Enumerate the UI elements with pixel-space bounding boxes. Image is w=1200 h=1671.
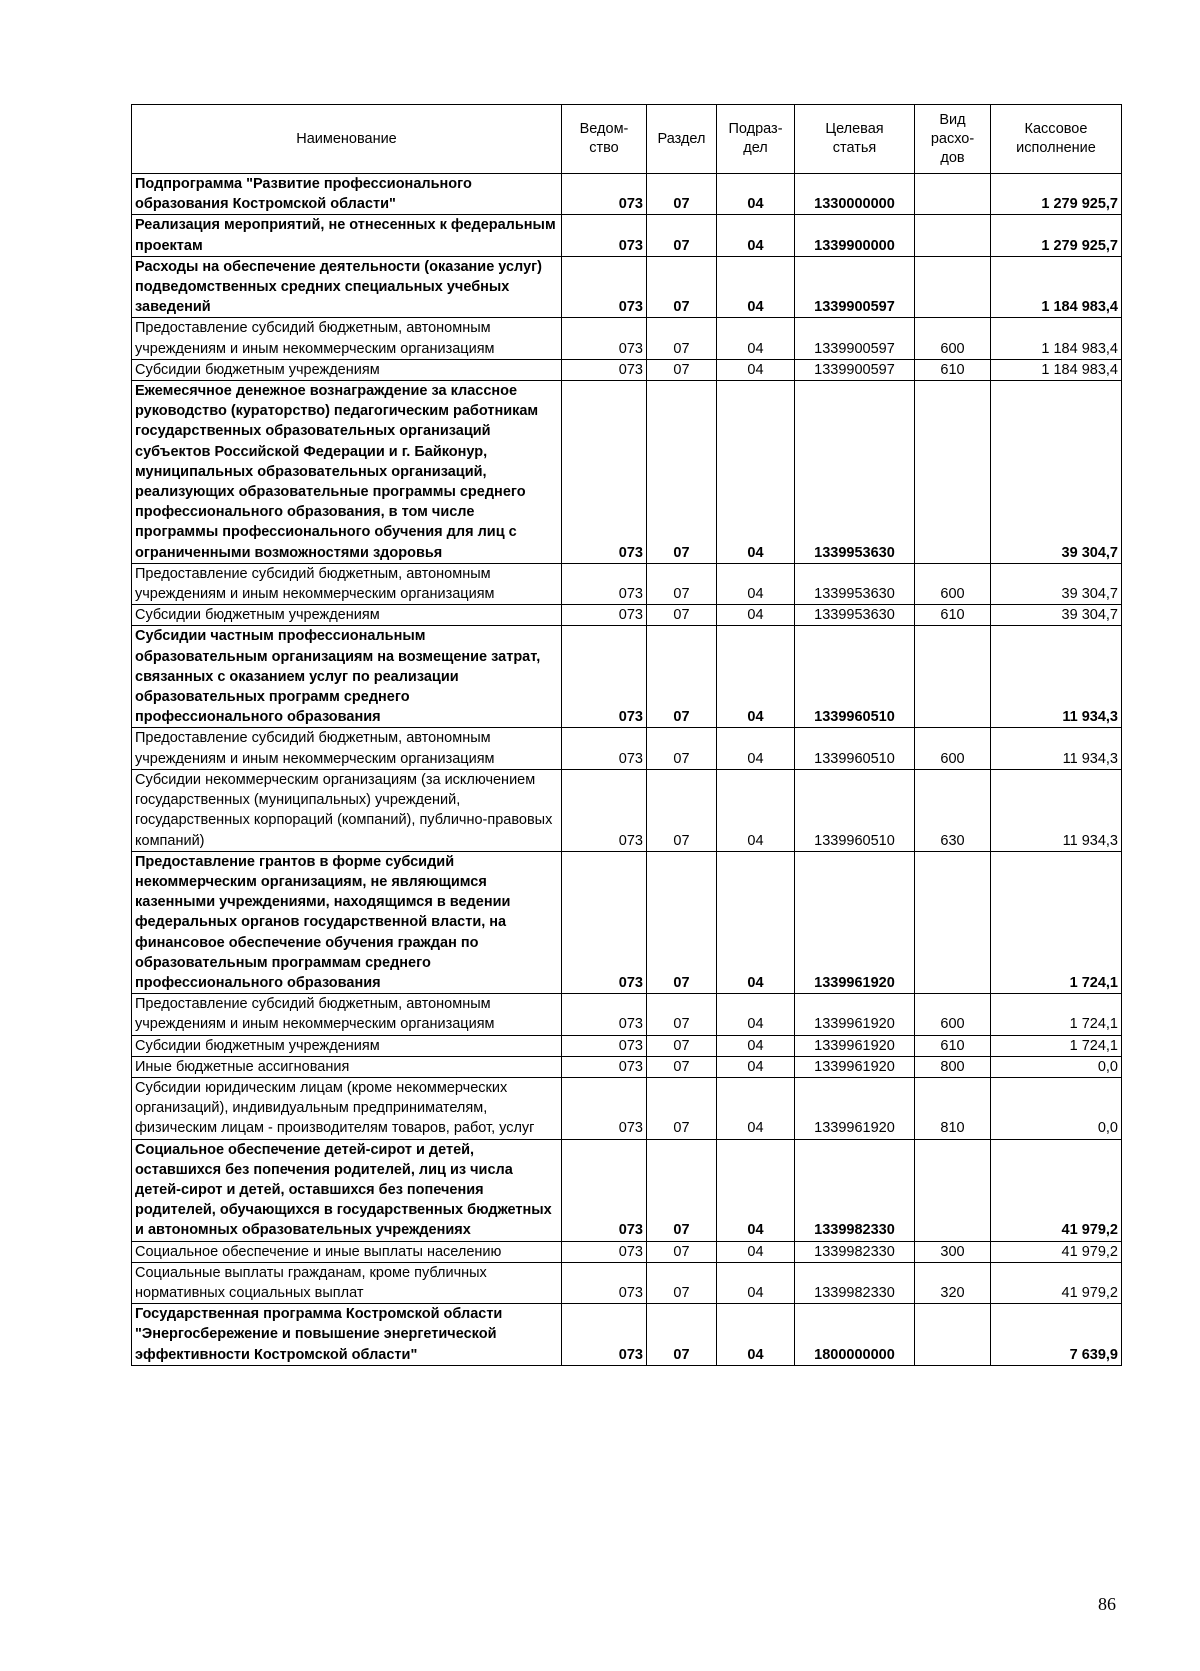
cell-target: 1339961920 bbox=[795, 994, 915, 1035]
table-row bbox=[132, 1056, 1122, 1077]
cell-dept: 073 bbox=[562, 215, 647, 256]
cell-amount: 0,0 bbox=[991, 1056, 1122, 1077]
table-header-row bbox=[132, 105, 1122, 174]
table-row bbox=[132, 769, 1122, 851]
cell-expense-type bbox=[915, 851, 991, 993]
cell-target: 1339953630 bbox=[795, 381, 915, 564]
cell-section: 07 bbox=[647, 994, 717, 1035]
cell-expense-type: 800 bbox=[915, 1056, 991, 1077]
cell-name: Социальные выплаты гражданам, кроме публичных нормативных социальных выплат bbox=[132, 1262, 562, 1303]
cell-target: 1339961920 bbox=[795, 1077, 915, 1139]
table-row bbox=[132, 1139, 1122, 1241]
table-row bbox=[132, 626, 1122, 728]
budget-execution-table bbox=[131, 104, 1122, 1366]
cell-dept: 073 bbox=[562, 174, 647, 215]
cell-subsection: 04 bbox=[717, 605, 795, 626]
header-amount: Кассовое исполнение bbox=[991, 105, 1122, 174]
cell-amount: 41 979,2 bbox=[991, 1241, 1122, 1262]
cell-name: Ежемесячное денежное вознаграждение за классное руководство (кураторство) педагогическим работникам государственных образовательных организаций субъектов Российской Федерации и г. Байконур, муниципальных образовательных организаций, реализующих образовательные программы среднего профессионального образования, в том числе программы профессионального обучения для лиц с ограниченными возможностями здоровья bbox=[132, 381, 562, 564]
table-row bbox=[132, 851, 1122, 993]
cell-dept: 073 bbox=[562, 381, 647, 564]
cell-dept: 073 bbox=[562, 605, 647, 626]
cell-expense-type: 610 bbox=[915, 1035, 991, 1056]
cell-target: 1339960510 bbox=[795, 769, 915, 851]
table-row bbox=[132, 174, 1122, 215]
cell-target: 1339900597 bbox=[795, 256, 915, 318]
cell-expense-type bbox=[915, 1139, 991, 1241]
cell-dept: 073 bbox=[562, 1056, 647, 1077]
cell-amount: 41 979,2 bbox=[991, 1139, 1122, 1241]
cell-section: 07 bbox=[647, 1035, 717, 1056]
cell-expense-type: 600 bbox=[915, 318, 991, 359]
cell-section: 07 bbox=[647, 1077, 717, 1139]
cell-section: 07 bbox=[647, 728, 717, 769]
table-row bbox=[132, 1035, 1122, 1056]
cell-expense-type: 630 bbox=[915, 769, 991, 851]
cell-expense-type: 600 bbox=[915, 728, 991, 769]
cell-expense-type: 610 bbox=[915, 359, 991, 380]
cell-target: 1339960510 bbox=[795, 626, 915, 728]
table-row bbox=[132, 381, 1122, 564]
cell-dept: 073 bbox=[562, 1241, 647, 1262]
table-row bbox=[132, 1304, 1122, 1366]
cell-amount: 1 724,1 bbox=[991, 851, 1122, 993]
table-body bbox=[132, 174, 1122, 1366]
table-row bbox=[132, 359, 1122, 380]
table-row bbox=[132, 563, 1122, 604]
cell-section: 07 bbox=[647, 605, 717, 626]
cell-name: Предоставление субсидий бюджетным, автономным учреждениям и иным некоммерческим организациям bbox=[132, 318, 562, 359]
table-row bbox=[132, 318, 1122, 359]
cell-expense-type: 300 bbox=[915, 1241, 991, 1262]
cell-name: Расходы на обеспечение деятельности (оказание услуг) подведомственных средних специальных учебных заведений bbox=[132, 256, 562, 318]
header-dept: Ведом- ство bbox=[562, 105, 647, 174]
cell-amount: 7 639,9 bbox=[991, 1304, 1122, 1366]
cell-section: 07 bbox=[647, 851, 717, 993]
table-row bbox=[132, 215, 1122, 256]
table-row bbox=[132, 994, 1122, 1035]
table-row bbox=[132, 605, 1122, 626]
cell-name: Реализация мероприятий, не отнесенных к федеральным проектам bbox=[132, 215, 562, 256]
table-row bbox=[132, 728, 1122, 769]
cell-section: 07 bbox=[647, 1139, 717, 1241]
cell-expense-type bbox=[915, 626, 991, 728]
cell-dept: 073 bbox=[562, 1139, 647, 1241]
cell-expense-type: 320 bbox=[915, 1262, 991, 1303]
cell-dept: 073 bbox=[562, 563, 647, 604]
cell-section: 07 bbox=[647, 381, 717, 564]
cell-target: 1339900597 bbox=[795, 359, 915, 380]
cell-amount: 11 934,3 bbox=[991, 769, 1122, 851]
cell-name: Субсидии юридическим лицам (кроме некоммерческих организаций), индивидуальным предпринимателям, физическим лицам - производителям товаров, работ, услуг bbox=[132, 1077, 562, 1139]
cell-dept: 073 bbox=[562, 851, 647, 993]
cell-subsection: 04 bbox=[717, 1241, 795, 1262]
cell-name: Предоставление субсидий бюджетным, автономным учреждениям и иным некоммерческим организациям bbox=[132, 563, 562, 604]
cell-target: 1339961920 bbox=[795, 1035, 915, 1056]
cell-subsection: 04 bbox=[717, 359, 795, 380]
cell-dept: 073 bbox=[562, 769, 647, 851]
cell-dept: 073 bbox=[562, 1262, 647, 1303]
cell-subsection: 04 bbox=[717, 215, 795, 256]
cell-name: Иные бюджетные ассигнования bbox=[132, 1056, 562, 1077]
cell-amount: 1 724,1 bbox=[991, 1035, 1122, 1056]
cell-target: 1339961920 bbox=[795, 851, 915, 993]
cell-dept: 073 bbox=[562, 626, 647, 728]
cell-amount: 1 184 983,4 bbox=[991, 359, 1122, 380]
table-row bbox=[132, 256, 1122, 318]
cell-expense-type: 600 bbox=[915, 563, 991, 604]
cell-subsection: 04 bbox=[717, 563, 795, 604]
cell-amount: 39 304,7 bbox=[991, 605, 1122, 626]
cell-name: Социальное обеспечение детей-сирот и детей, оставшихся без попечения родителей, лиц из числа детей-сирот и детей, оставшихся без попечения родителей, обучающихся в государственных бюджетных и автономных образовательных учреждениях bbox=[132, 1139, 562, 1241]
header-name: Наименование bbox=[132, 105, 562, 174]
cell-amount: 39 304,7 bbox=[991, 381, 1122, 564]
cell-expense-type: 810 bbox=[915, 1077, 991, 1139]
cell-section: 07 bbox=[647, 174, 717, 215]
cell-target: 1800000000 bbox=[795, 1304, 915, 1366]
header-subsection: Подраз- дел bbox=[717, 105, 795, 174]
cell-target: 1339900000 bbox=[795, 215, 915, 256]
cell-name: Субсидии бюджетным учреждениям bbox=[132, 359, 562, 380]
cell-expense-type bbox=[915, 1304, 991, 1366]
cell-name: Социальное обеспечение и иные выплаты населению bbox=[132, 1241, 562, 1262]
cell-expense-type bbox=[915, 215, 991, 256]
cell-expense-type bbox=[915, 381, 991, 564]
cell-dept: 073 bbox=[562, 1077, 647, 1139]
cell-dept: 073 bbox=[562, 1035, 647, 1056]
cell-subsection: 04 bbox=[717, 626, 795, 728]
cell-target: 1339961920 bbox=[795, 1056, 915, 1077]
cell-subsection: 04 bbox=[717, 1139, 795, 1241]
header-target: Целевая статья bbox=[795, 105, 915, 174]
cell-name: Предоставление субсидий бюджетным, автономным учреждениям и иным некоммерческим организациям bbox=[132, 994, 562, 1035]
cell-expense-type bbox=[915, 256, 991, 318]
cell-name: Предоставление грантов в форме субсидий некоммерческим организациям, не являющимся казенными учреждениями, находящимся в ведении федеральных органов государственной власти, на финансовое обеспечение обучения граждан по образовательным программам среднего профессионального образования bbox=[132, 851, 562, 993]
cell-section: 07 bbox=[647, 1262, 717, 1303]
cell-amount: 1 279 925,7 bbox=[991, 174, 1122, 215]
cell-section: 07 bbox=[647, 215, 717, 256]
cell-dept: 073 bbox=[562, 728, 647, 769]
table-row bbox=[132, 1262, 1122, 1303]
table-row bbox=[132, 1077, 1122, 1139]
cell-expense-type: 610 bbox=[915, 605, 991, 626]
cell-name: Субсидии бюджетным учреждениям bbox=[132, 605, 562, 626]
cell-subsection: 04 bbox=[717, 769, 795, 851]
cell-section: 07 bbox=[647, 563, 717, 604]
cell-amount: 1 279 925,7 bbox=[991, 215, 1122, 256]
cell-section: 07 bbox=[647, 256, 717, 318]
cell-subsection: 04 bbox=[717, 1056, 795, 1077]
cell-subsection: 04 bbox=[717, 851, 795, 993]
cell-subsection: 04 bbox=[717, 1035, 795, 1056]
cell-section: 07 bbox=[647, 626, 717, 728]
cell-name: Субсидии частным профессиональным образовательным организациям на возмещение затрат, связанных с оказанием услуг по реализации образовательных программ среднего профессионального образования bbox=[132, 626, 562, 728]
page-number: 86 bbox=[1098, 1594, 1116, 1614]
cell-section: 07 bbox=[647, 1056, 717, 1077]
cell-dept: 073 bbox=[562, 359, 647, 380]
cell-subsection: 04 bbox=[717, 1262, 795, 1303]
cell-amount: 1 184 983,4 bbox=[991, 256, 1122, 318]
cell-subsection: 04 bbox=[717, 256, 795, 318]
cell-target: 1339982330 bbox=[795, 1241, 915, 1262]
cell-dept: 073 bbox=[562, 318, 647, 359]
header-section: Раздел bbox=[647, 105, 717, 174]
cell-amount: 39 304,7 bbox=[991, 563, 1122, 604]
cell-section: 07 bbox=[647, 769, 717, 851]
cell-target: 1339900597 bbox=[795, 318, 915, 359]
cell-amount: 11 934,3 bbox=[991, 626, 1122, 728]
cell-target: 1339982330 bbox=[795, 1262, 915, 1303]
cell-target: 1330000000 bbox=[795, 174, 915, 215]
cell-expense-type bbox=[915, 174, 991, 215]
cell-amount: 41 979,2 bbox=[991, 1262, 1122, 1303]
cell-name: Подпрограмма "Развитие профессионального образования Костромской области" bbox=[132, 174, 562, 215]
cell-section: 07 bbox=[647, 318, 717, 359]
cell-name: Государственная программа Костромской области "Энергосбережение и повышение энергетической эффективности Костромской области" bbox=[132, 1304, 562, 1366]
cell-target: 1339960510 bbox=[795, 728, 915, 769]
table-row bbox=[132, 1241, 1122, 1262]
cell-subsection: 04 bbox=[717, 994, 795, 1035]
cell-subsection: 04 bbox=[717, 1077, 795, 1139]
header-expense-type: Вид расхо- дов bbox=[915, 105, 991, 174]
cell-dept: 073 bbox=[562, 256, 647, 318]
cell-amount: 1 724,1 bbox=[991, 994, 1122, 1035]
cell-expense-type: 600 bbox=[915, 994, 991, 1035]
cell-section: 07 bbox=[647, 1304, 717, 1366]
cell-target: 1339982330 bbox=[795, 1139, 915, 1241]
cell-name: Предоставление субсидий бюджетным, автономным учреждениям и иным некоммерческим организациям bbox=[132, 728, 562, 769]
cell-target: 1339953630 bbox=[795, 563, 915, 604]
cell-section: 07 bbox=[647, 359, 717, 380]
cell-name: Субсидии некоммерческим организациям (за исключением государственных (муниципальных) учреждений, государственных корпораций (компаний), публично-правовых компаний) bbox=[132, 769, 562, 851]
cell-target: 1339953630 bbox=[795, 605, 915, 626]
cell-dept: 073 bbox=[562, 1304, 647, 1366]
cell-name: Субсидии бюджетным учреждениям bbox=[132, 1035, 562, 1056]
cell-subsection: 04 bbox=[717, 174, 795, 215]
cell-amount: 11 934,3 bbox=[991, 728, 1122, 769]
cell-subsection: 04 bbox=[717, 381, 795, 564]
cell-section: 07 bbox=[647, 1241, 717, 1262]
cell-dept: 073 bbox=[562, 994, 647, 1035]
cell-subsection: 04 bbox=[717, 1304, 795, 1366]
cell-subsection: 04 bbox=[717, 728, 795, 769]
cell-amount: 0,0 bbox=[991, 1077, 1122, 1139]
cell-amount: 1 184 983,4 bbox=[991, 318, 1122, 359]
cell-subsection: 04 bbox=[717, 318, 795, 359]
